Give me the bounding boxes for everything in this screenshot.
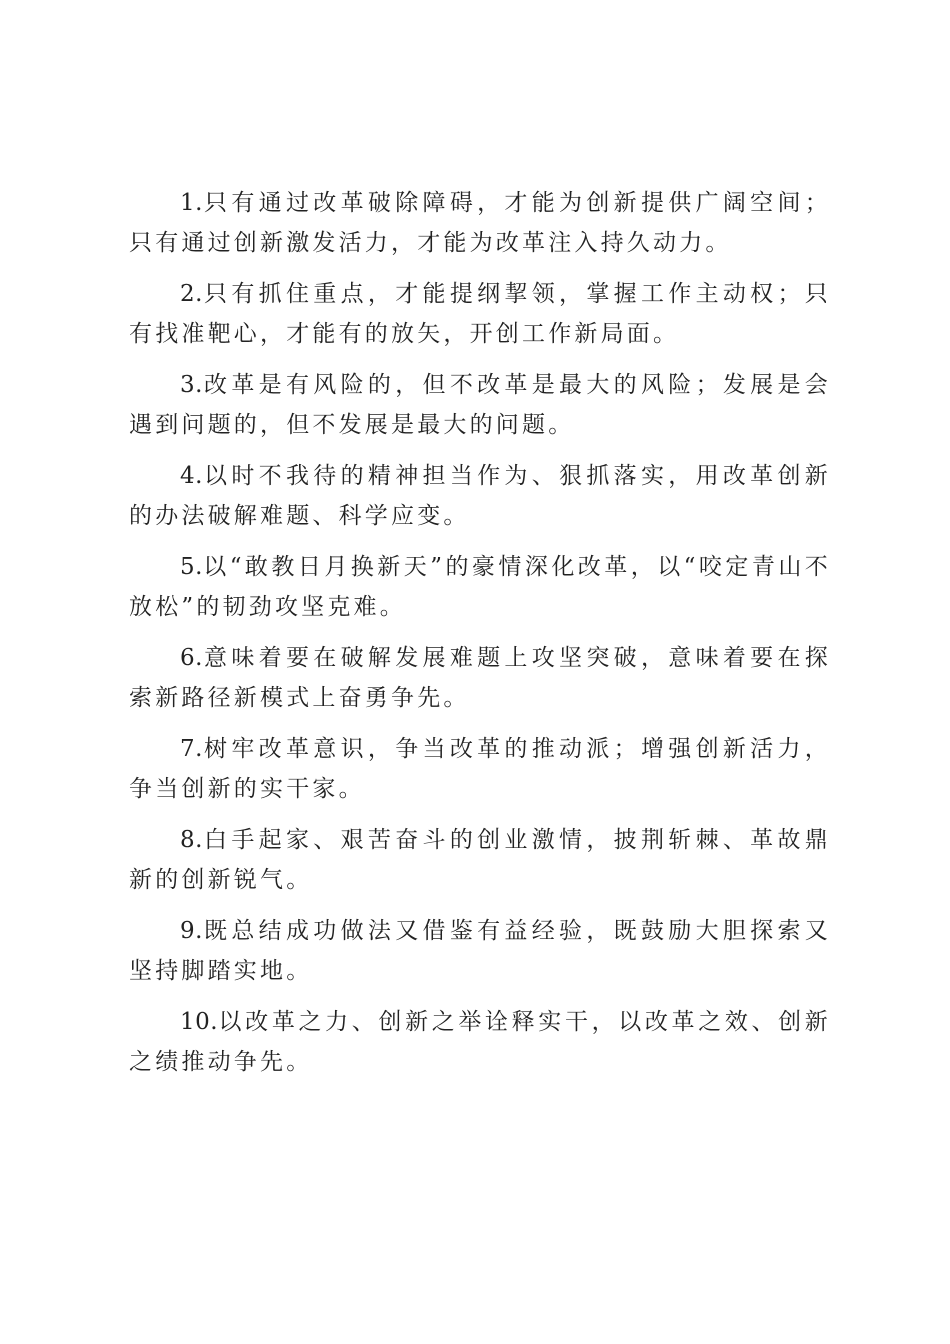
list-item xyxy=(129,274,831,354)
list-item xyxy=(129,820,831,900)
item-text: 只有抓住重点，才能提纲挈领，掌握工作主动权；只有找准靶心，才能有的放矢，开创工作新局面。 xyxy=(129,281,831,347)
item-number: 5. xyxy=(180,554,203,580)
list-item xyxy=(129,638,831,718)
item-number: 6. xyxy=(180,645,203,671)
list-item xyxy=(129,365,831,445)
item-text: 以改革之力、创新之举诠释实干，以改革之效、创新之绩推动争先。 xyxy=(129,1009,831,1075)
item-number: 8. xyxy=(180,827,203,853)
item-text: 以“敢教日月换新天”的豪情深化改革，以“咬定青山不放松”的韧劲攻坚克难。 xyxy=(129,554,831,620)
list-item xyxy=(129,183,831,263)
list-item xyxy=(129,1002,831,1082)
list-item xyxy=(129,729,831,809)
list-item xyxy=(129,547,831,627)
document-body xyxy=(129,183,831,1093)
item-text: 既总结成功做法又借鉴有益经验，既鼓励大胆探索又坚持脚踏实地。 xyxy=(129,918,831,984)
list-item xyxy=(129,456,831,536)
item-number: 1. xyxy=(180,190,203,216)
list-item xyxy=(129,911,831,991)
item-number: 4. xyxy=(180,463,203,489)
item-text: 只有通过改革破除障碍，才能为创新提供广阔空间；只有通过创新激发活力，才能为改革注入持久动力。 xyxy=(129,190,831,256)
item-text: 改革是有风险的，但不改革是最大的风险；发展是会遇到问题的，但不发展是最大的问题。 xyxy=(129,372,831,438)
item-number: 3. xyxy=(180,372,203,398)
item-number: 10. xyxy=(180,1009,219,1035)
item-text: 以时不我待的精神担当作为、狠抓落实，用改革创新的办法破解难题、科学应变。 xyxy=(129,463,831,529)
item-text: 意味着要在破解发展难题上攻坚突破，意味着要在探索新路径新模式上奋勇争先。 xyxy=(129,645,831,711)
item-number: 9. xyxy=(180,918,203,944)
item-number: 2. xyxy=(180,281,203,307)
item-number: 7. xyxy=(180,736,203,762)
item-text: 树牢改革意识，争当改革的推动派；增强创新活力，争当创新的实干家。 xyxy=(129,736,831,802)
item-text: 白手起家、艰苦奋斗的创业激情，披荆斩棘、革故鼎新的创新锐气。 xyxy=(129,827,831,893)
